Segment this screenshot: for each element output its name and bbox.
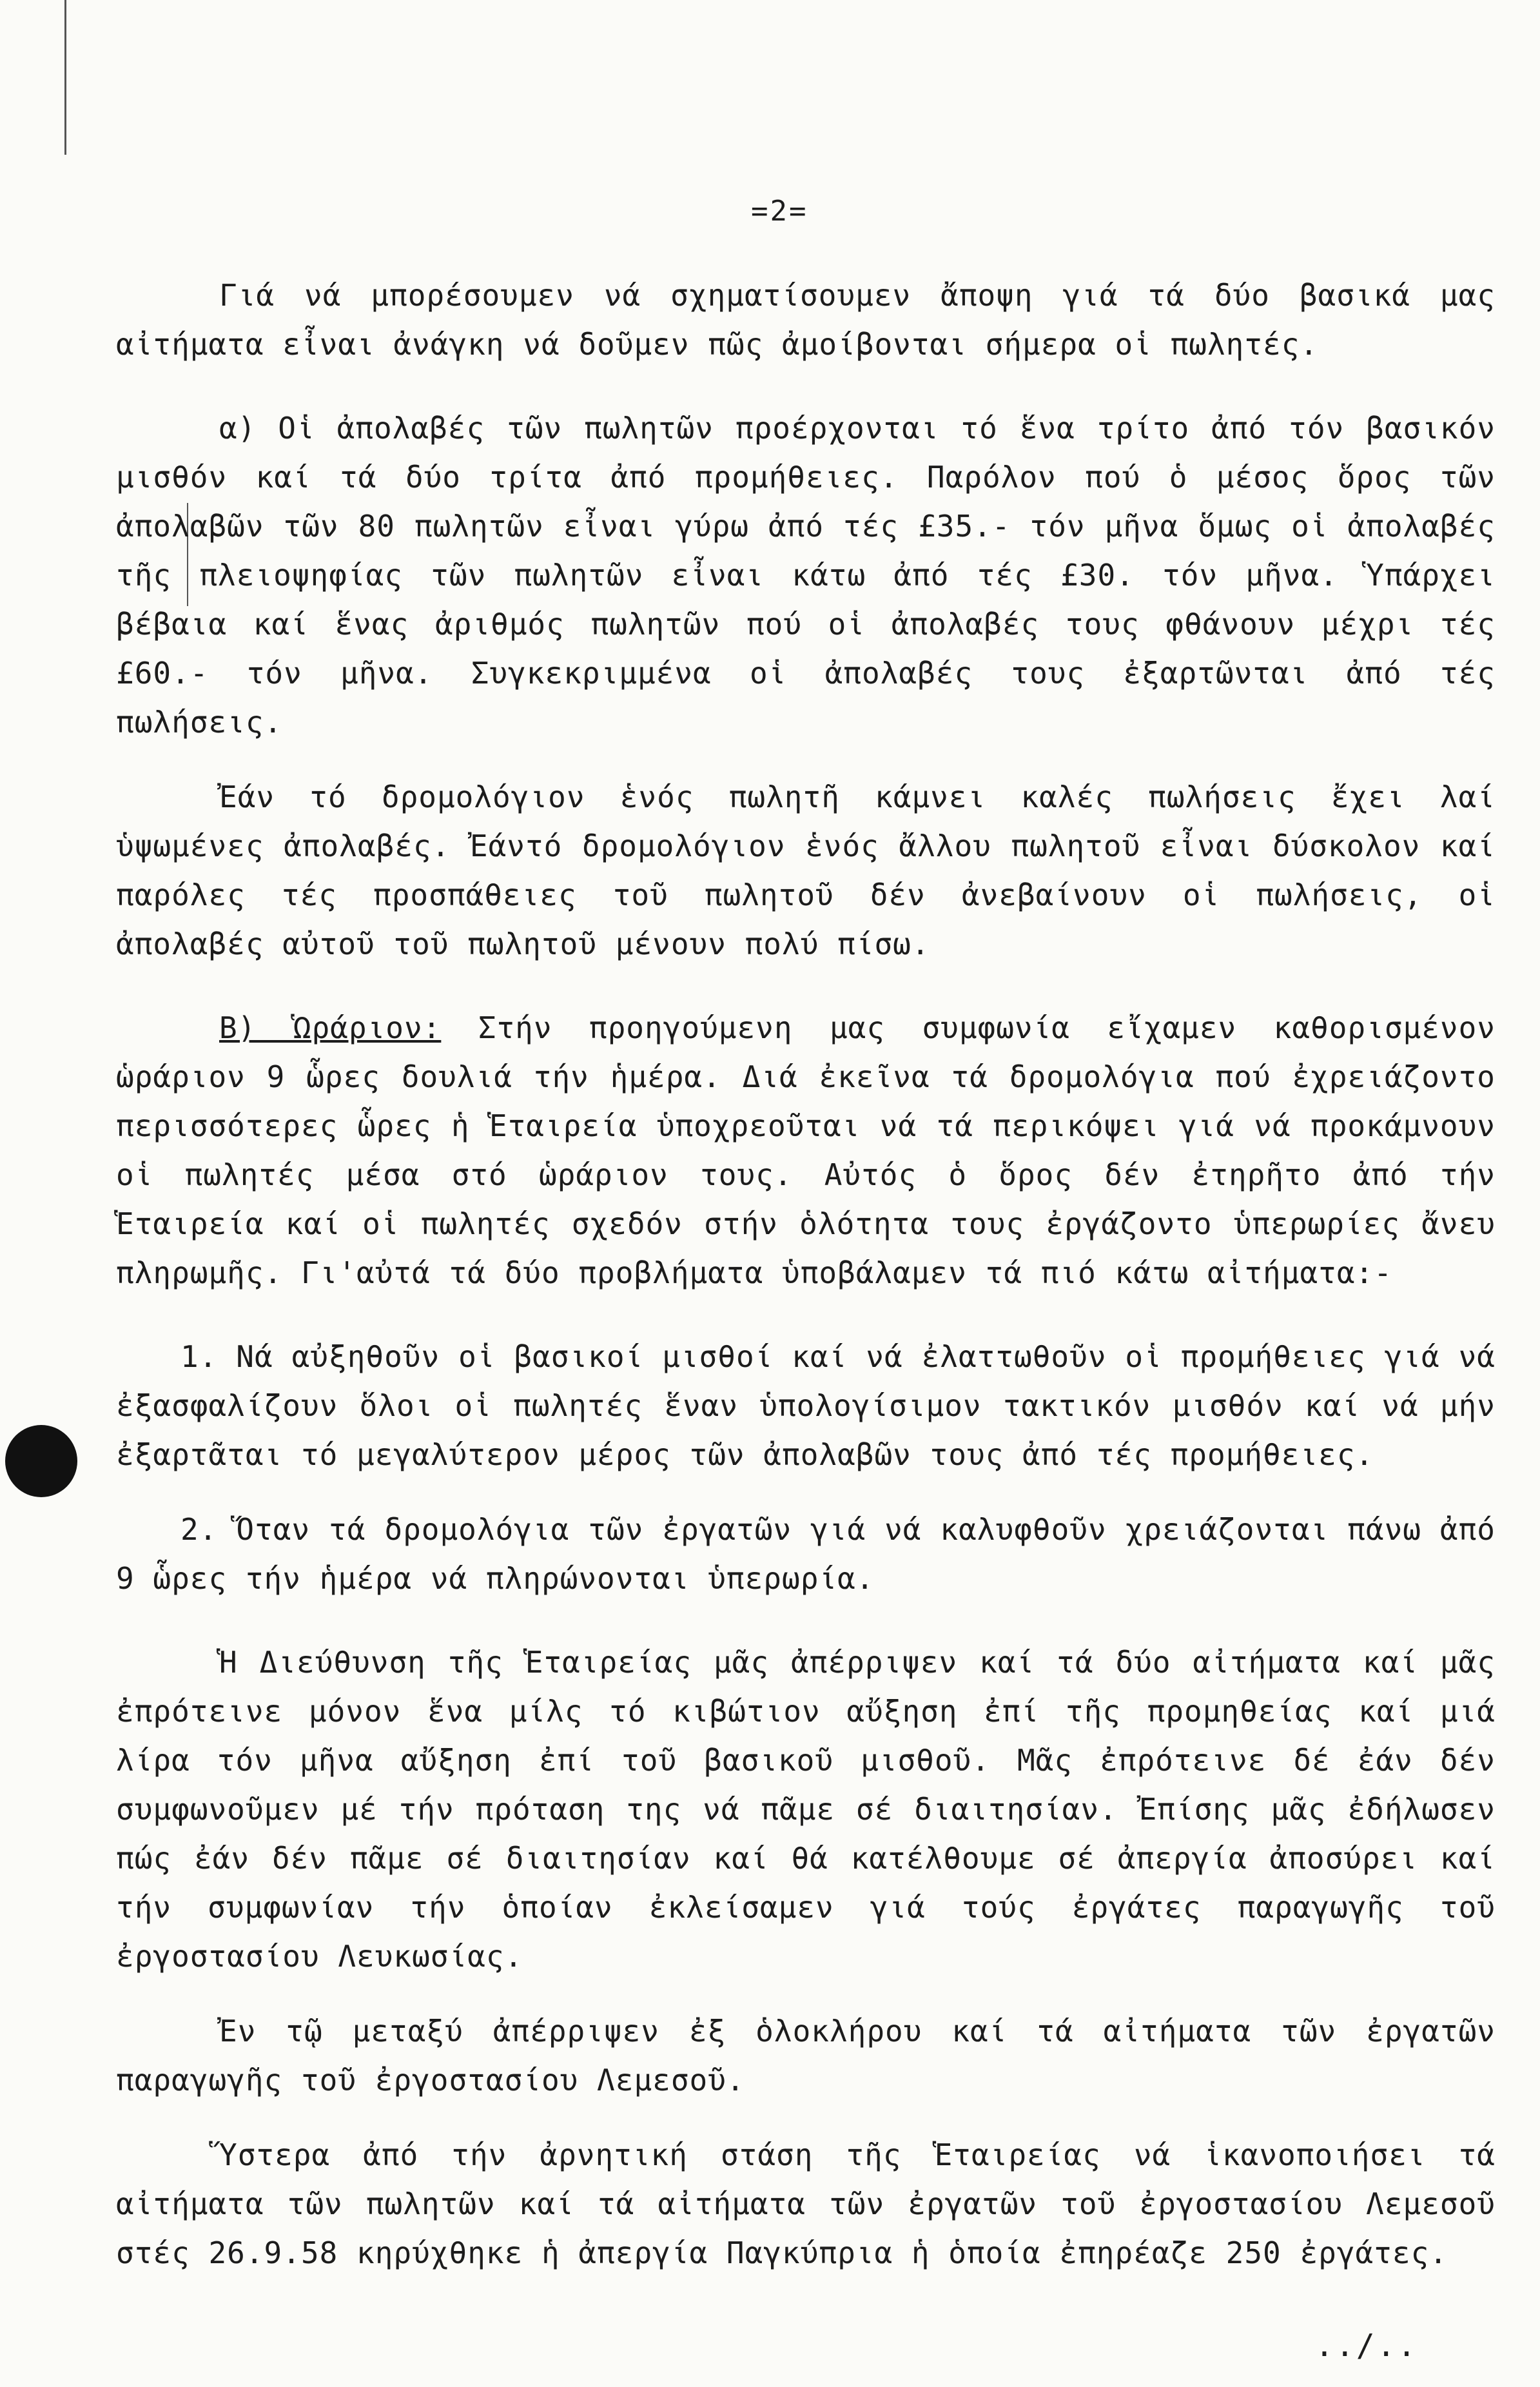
section-b-text: Στήν προηγούμενη μας συμφωνία εἴχαμεν καθορισμένον ὡράριον 9 ὧρες δουλιά τήν ἡμέρα. Διά ἐκεῖνα τά δρομολόγια πού ἐχρειάζοντο περισσότερες ὧρες ἡ Ἑταιρεία ὑποχρεοῦται νά τά περικόψει γιά νά προκάμνουν οἱ πωλητές μέσα στό ὡράριον τους. Αὐτός ὁ ὅρος δέν ἐτηρῆτο ἀπό τήν Ἑταιρεία καί οἱ πωλητές σχεδόν στήν ὁλότητα τους ἐργάζοντο ὑπερωρίες ἄνευ πληρωμῆς. Γι'αὐτά τά δύο προβλήματα ὑποβάλαμεν τά πιό κάτω αἰτήματα:- [116,1010,1496,1290]
paragraph-routes: Ἐάν τό δρομολόγιον ἑνός πωλητῆ κάμνει καλές πωλήσεις ἔχει λαί ὑψωμένες ἀπολαβές. Ἐάντό δρομολόγιον ἑνός ἄλλου πωλητοῦ εἶναι δύσκολον καί παρόλες τές προσπάθειες τοῦ πωλητοῦ δέν ἀνεβαίνουν οἱ πωλήσεις, οἱ ἀπολαβές αὐτοῦ τοῦ πωλητοῦ μένουν πολύ πίσω. [116,780,1496,961]
margin-rule-top [64,0,66,155]
section-b-paragraph [116,1003,1496,1297]
demand-item-1: 1. Νά αὐξηθοῦν οἱ βασικοί μισθοί καί νά ἐλαττωθοῦν οἱ προμήθειες γιά νά ἐξασφαλίζουν ὅλοι οἱ πωλητές ἕναν ὑπολογίσιμον τακτικόν μισθόν καί νά μήν ἐξαρτᾶται τό μεγαλύτερον μέρος τῶν ἀπολαβῶν τους ἀπό τές προμήθειες. [116,1339,1496,1472]
continuation-mark: ../.. [1315,2328,1418,2364]
paragraph-earnings: α) Οἱ ἀπολαβές τῶν πωλητῶν προέρχονται τό ἕνα τρίτο ἀπό τόν βασικόν μισθόν καί τά δύο τρίτα ἀπό προμήθειες. Παρόλον πού ὁ μέσος ὅρος τῶν ἀπολαβῶν τῶν 80 πωλητῶν εἶναι γύρω ἀπό τές £35.- τόν μῆνα ὅμως οἱ ἀπολαβές τῆς πλειοψηφίας τῶν πωλητῶν εἶναι κάτω ἀπό τές £30. τόν μῆνα. Ὑπάρχει βέβαια καί ἕνας ἀριθμός πωλητῶν πού οἱ ἀπολαβές τους φθάνουν μέχρι τές £60.- τόν μῆνα. Συγκεκριμμένα οἱ ἀπολαβές τους ἐξαρτῶνται ἀπό τές πωλήσεις. [116,411,1496,740]
demand-item-2: 2. Ὅταν τά δρομολόγια τῶν ἐργατῶν γιά νά καλυφθοῦν χρειάζονται πάνω ἀπό 9 ὧρες τήν ἡμέρα νά πληρώνονται ὑπερωρία. [116,1512,1496,1596]
document-body [116,271,1496,2312]
punch-hole [5,1425,77,1497]
intro-paragraph: Γιά νά μπορέσουμεν νά σχηματίσουμεν ἄποψη γιά τά δύο βασικά μας αἰτήματα εἶναι ἀνάγκη νά δοῦμεν πῶς ἀμοίβονται σήμερα οἱ πωλητές. [116,278,1496,362]
paragraph-strike: Ὕστερα ἀπό τήν ἀρνητική στάση τῆς Ἑταιρείας νά ἱκανοποιήσει τά αἰτήματα τῶν πωλητῶν καί τά αἰτήματα τῶν ἐργατῶν τοῦ ἐργοστασίου Λεμεσοῦ στές 26.9.58 κηρύχθηκε ἡ ἀπεργία Παγκύπρια ἡ ὁποία ἐπηρέαζε 250 ἐργάτες. [116,2137,1496,2270]
section-b-heading: Β) Ὡράριον: [219,1010,442,1045]
paragraph-management-response: Ἡ Διεύθυνση τῆς Ἑταιρείας μᾶς ἀπέρριψεν καί τά δύο αἰτήματα καί μᾶς ἐπρότεινε μόνον ἕνα μίλς τό κιβώτιον αὔξηση ἐπί τῆς προμηθείας καί μιά λίρα τόν μῆνα αὔξηση ἐπί τοῦ βασικοῦ μισθοῦ. Μᾶς ἐπρότεινε δέ ἐάν δέν συμφωνοῦμεν μέ τήν πρόταση της νά πᾶμε σέ διαιτησίαν. Ἐπίσης μᾶς ἐδήλωσεν πώς ἐάν δέν πᾶμε σέ διαιτησίαν καί θά κατέλθουμε σέ ἀπεργία ἀποσύρει καί τήν συμφωνίαν τήν ὁποίαν ἐκλείσαμεν γιά τούς ἐργάτες παραγωγῆς τοῦ ἐργοστασίου Λευκωσίας. [116,1645,1496,1974]
page-number: =2= [751,195,808,228]
paragraph-limassol-demands: Ἐν τῷ μεταξύ ἀπέρριψεν ἐξ ὁλοκλήρου καί τά αἰτήματα τῶν ἐργατῶν παραγωγῆς τοῦ ἐργοστασίου Λεμεσοῦ. [116,2014,1496,2097]
